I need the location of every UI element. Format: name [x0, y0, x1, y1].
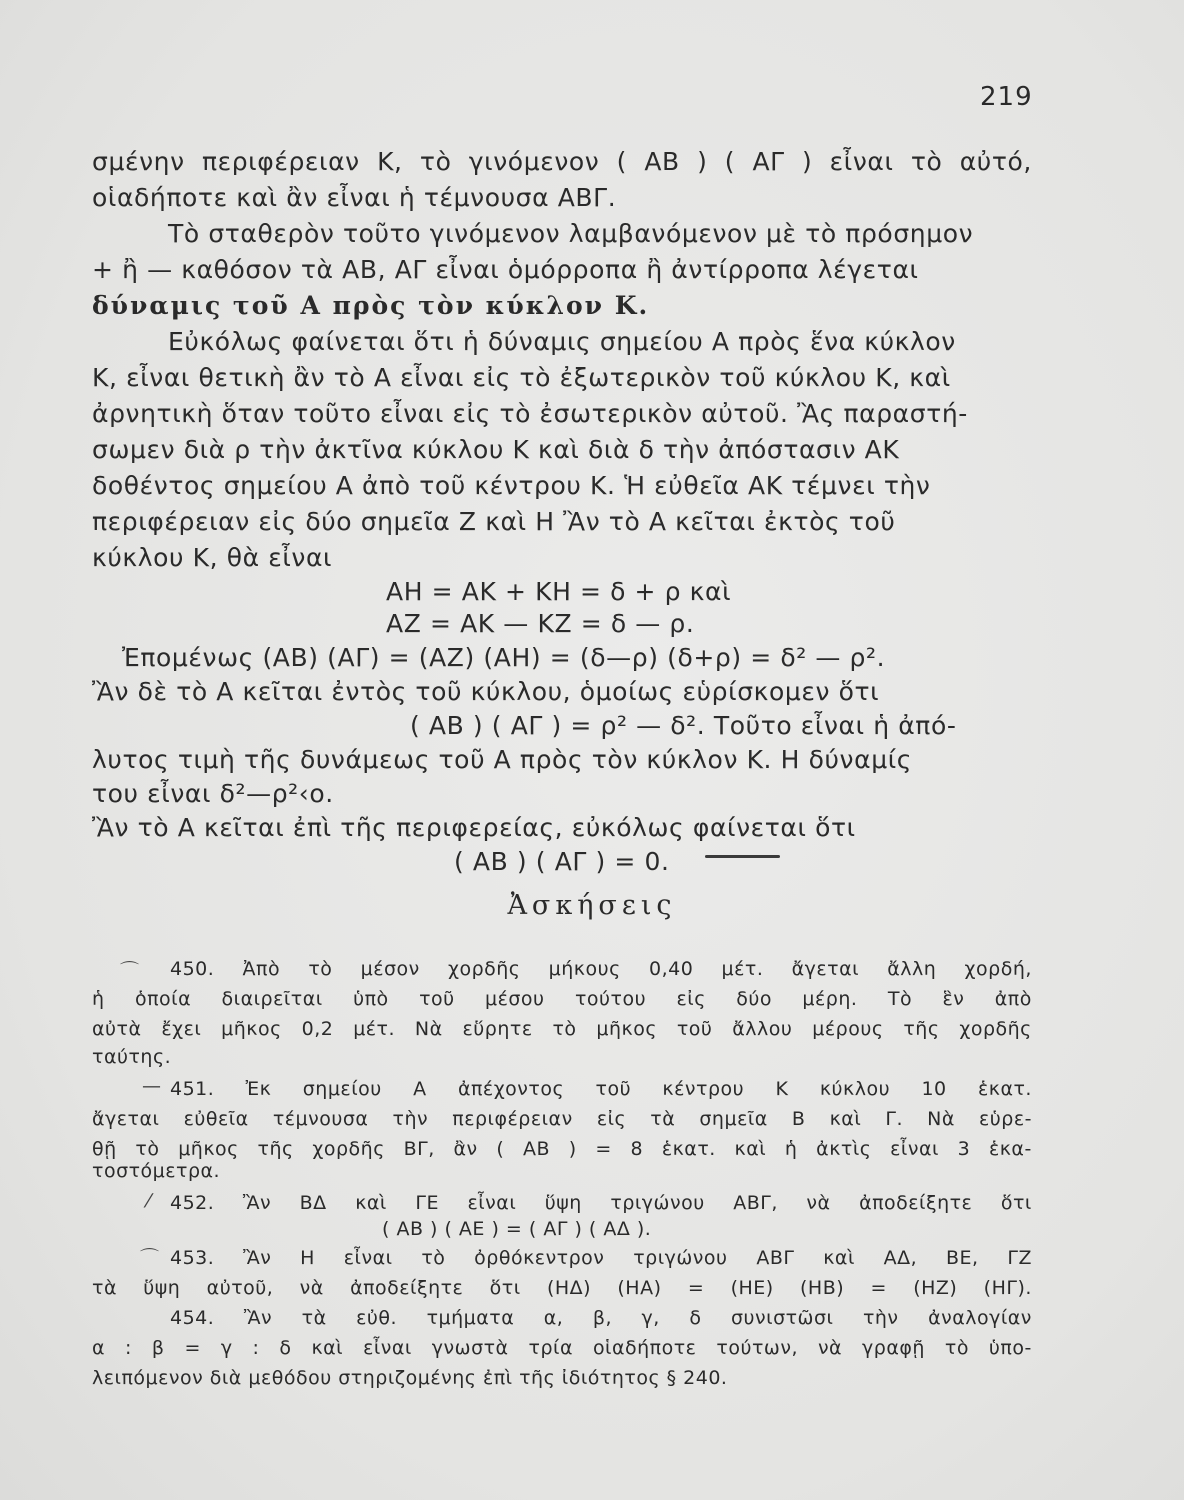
text-line: του εἶναι δ²—ρ²‹ο.	[92, 779, 334, 808]
equation-line: ( ΑΒ ) ( ΑΓ ) = 0.	[454, 847, 670, 876]
text-line: ἀρνητικὴ ὅταν τοῦτο εἶναι εἰς τὸ ἐσωτερικὸν αὐτοῦ. Ἂς παραστή-	[92, 399, 968, 428]
equation-line: ΑΖ = ΑΚ — ΚΖ = δ — ρ.	[386, 609, 695, 638]
text-line: περιφέρειαν εἰς δύο σημεῖα Ζ καὶ Η Ἂν τὸ Α κεῖται ἐκτὸς τοῦ	[92, 507, 896, 536]
exercise-line: ἡ ὁποία διαιρεῖται ὑπὸ τοῦ μέσου τούτου εἰς δύο μέρη. Τὸ ἓν ἀπὸ	[92, 988, 1032, 1010]
equation-line: ΑΗ = ΑΚ + ΚΗ = δ + ρ καὶ	[386, 577, 732, 606]
definition-line: δύναμις τοῦ Α πρὸς τὸν κύκλον Κ.	[92, 291, 650, 320]
text-line: Ἂν δὲ τὸ Α κεῖται ἐντὸς τοῦ κύκλου, ὁμοίως εὑρίσκομεν ὅτι	[92, 677, 880, 706]
pencil-mark: —	[142, 1075, 161, 1097]
text-line: οἱαδήποτε καὶ ἂν εἶναι ἡ τέμνουσα ΑΒΓ.	[92, 183, 617, 212]
pencil-mark: ⁄	[147, 1190, 151, 1212]
text-line: δοθέντος σημείου Α ἀπὸ τοῦ κέντρου Κ. Ἡ εὐθεῖα ΑΚ τέμνει τὴν	[92, 471, 931, 500]
exercise-line: α : β = γ : δ καὶ εἶναι γνωστὰ τρία οἱαδήποτε τούτων, νὰ γραφῇ τὸ ὑπο-	[92, 1337, 1032, 1359]
exercise-line: τὰ ὕψη αὐτοῦ, νὰ ἀποδείξητε ὅτι (ΗΔ) (ΗΑ) = (ΗΕ) (ΗΒ) = (ΗΖ) (ΗΓ).	[92, 1277, 1032, 1299]
text-line: Κ, εἶναι θετικὴ ἂν τὸ Α εἶναι εἰς τὸ ἐξωτερικὸν τοῦ κύκλου Κ, καὶ	[92, 363, 951, 392]
pencil-mark	[705, 855, 780, 858]
section-heading: Ἀσκήσεις	[507, 890, 677, 921]
text-line: λυτος τιμὴ τῆς δυνάμεως τοῦ Α πρὸς τὸν κύκλον Κ. Η δύναμίς	[92, 745, 913, 774]
text-line: Τὸ σταθερὸν τοῦτο γινόμενον λαμβανόμενον μὲ τὸ πρόσημον	[168, 219, 974, 248]
text-line: σωμεν διὰ ρ τὴν ἀκτῖνα κύκλου Κ καὶ διὰ δ τὴν ἀπόστασιν ΑΚ	[92, 435, 900, 464]
exercise-line: 450. Ἀπὸ τὸ μέσον χορδῆς μήκους 0,40 μέτ. ἄγεται ἄλλη χορδή,	[170, 958, 1032, 980]
exercise-line: 453. Ἂν Η εἶναι τὸ ὀρθόκεντρον τριγώνου ΑΒΓ καὶ ΑΔ, ΒΕ, ΓΖ	[170, 1247, 1032, 1269]
text-line: + ἢ — καθόσον τὰ ΑΒ, ΑΓ εἶναι ὁμόρροπα ἢ ἀντίρροπα λέγεται	[92, 255, 919, 284]
exercise-line: 452. Ἂν ΒΔ καὶ ΓΕ εἶναι ὕψη τριγώνου ΑΒΓ, νὰ ἀποδείξητε ὅτι	[170, 1192, 1032, 1214]
pencil-mark: ⌒	[140, 1247, 160, 1269]
pencil-mark: ⌒	[120, 960, 140, 982]
exercise-line: λειπόμενον διὰ μεθόδου στηριζομένης ἐπὶ τῆς ἰδιότητος § 240.	[92, 1367, 728, 1389]
text-line: Εὐκόλως φαίνεται ὅτι ἡ δύναμις σημείου Α πρὸς ἕνα κύκλον	[168, 327, 956, 356]
text-line: σμένην περιφέρειαν Κ, τὸ γινόμενον ( ΑΒ ) ( ΑΓ ) εἶναι τὸ αὐτό,	[92, 147, 1032, 176]
exercise-line: ἄγεται εὐθεῖα τέμνουσα τὴν περιφέρειαν εἰς τὰ σημεῖα Β καὶ Γ. Νὰ εὑρε-	[92, 1108, 1032, 1130]
page-number: 219	[980, 82, 1033, 112]
exercise-line: τοστόμετρα.	[92, 1160, 221, 1182]
exercise-line: ( ΑΒ ) ( ΑΕ ) = ( ΑΓ ) ( ΑΔ ).	[382, 1218, 652, 1240]
exercise-line: αὐτὰ ἔχει μῆκος 0,2 μέτ. Νὰ εὕρητε τὸ μῆκος τοῦ ἄλλου μέρους τῆς χορδῆς	[92, 1018, 1032, 1040]
exercise-line: 454. Ἂν τὰ εὐθ. τμήματα α, β, γ, δ συνιστῶσι τὴν ἀναλογίαν	[170, 1307, 1032, 1329]
equation-line: Ἐπομένως (ΑΒ) (ΑΓ) = (ΑΖ) (ΑΗ) = (δ—ρ) (δ+ρ) = δ² — ρ².	[122, 643, 886, 672]
text-line: κύκλου Κ, θὰ εἶναι	[92, 543, 333, 572]
exercise-line: ταύτης.	[92, 1046, 172, 1068]
exercise-line: 451. Ἐκ σημείου Α ἀπέχοντος τοῦ κέντρου Κ κύκλου 10 ἑκατ.	[170, 1078, 1032, 1100]
exercise-line: θῇ τὸ μῆκος τῆς χορδῆς ΒΓ, ἂν ( ΑΒ ) = 8 ἑκατ. καὶ ἡ ἀκτὶς εἶναι 3 ἑκα-	[92, 1138, 1032, 1160]
equation-line: ( ΑΒ ) ( ΑΓ ) = ρ² — δ². Τοῦτο εἶναι ἡ ἀπό-	[410, 711, 957, 740]
text-line: Ἂν τὸ Α κεῖται ἐπὶ τῆς περιφερείας, εὐκόλως φαίνεται ὅτι	[92, 813, 856, 842]
